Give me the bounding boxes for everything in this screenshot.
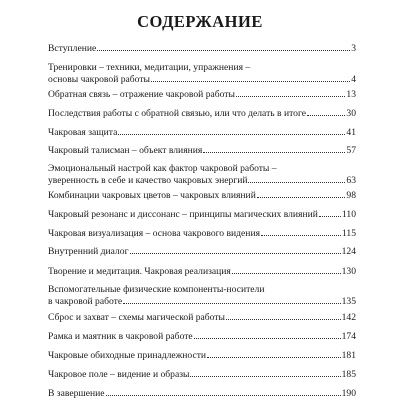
dot-leader — [257, 197, 346, 198]
toc-page-number: 135 — [341, 295, 356, 307]
toc-entry-row — [48, 145, 356, 157]
toc-entry-title-line: Вспомогательные физические компоненты-носители — [48, 284, 265, 295]
toc-entry-row — [48, 388, 356, 400]
toc-entry-row — [48, 312, 356, 324]
toc-entry-title-line: Обратная связь – отражение чакровой работы — [48, 89, 235, 100]
toc-entry — [48, 163, 356, 186]
toc-entry-title-line: Творение и медитация. Чакровая реализация — [48, 266, 231, 277]
toc-page-number: 30 — [346, 108, 356, 119]
toc-entry-title-line: Чакровая защита — [48, 127, 118, 138]
toc-entry-row — [48, 89, 356, 101]
toc-page-number: 57 — [346, 145, 356, 156]
toc-entry-row — [48, 43, 356, 55]
dot-leader — [207, 357, 341, 358]
dot-leader — [236, 96, 345, 97]
toc-entry — [48, 266, 356, 278]
dot-leader — [123, 303, 340, 304]
toc-entry-row — [48, 108, 356, 120]
toc-entry — [48, 62, 356, 85]
toc-entry — [48, 331, 356, 343]
toc-page-number: 41 — [346, 127, 356, 138]
dot-leader — [151, 81, 350, 82]
toc-page-number: 63 — [346, 174, 356, 186]
toc-entry-row — [48, 350, 356, 362]
toc-entry-title-line: Чакровое поле – видение и образы — [48, 369, 190, 380]
page-title: СОДЕРЖАНИЕ — [137, 12, 263, 31]
toc-entry-title-line: уверенность в себе и качество чакровых энергий — [48, 174, 248, 186]
toc-entry — [48, 209, 356, 221]
toc-entry — [48, 388, 356, 400]
toc-entry-row — [48, 369, 356, 381]
toc-entry — [48, 190, 356, 202]
toc-page-number: 130 — [341, 266, 356, 277]
toc-page-number: 4 — [351, 73, 356, 85]
dot-leader — [194, 338, 341, 339]
toc-entry-title-line: Чакровые обиходные принадлежности — [48, 350, 207, 361]
toc-entry-title-line: Тренировки – техники, медитации, упражнения – — [48, 62, 251, 73]
toc-page-number: 185 — [341, 369, 356, 380]
toc-entry-row — [48, 209, 356, 221]
toc-entry-row — [48, 74, 356, 86]
toc-entry — [48, 43, 356, 55]
dot-leader — [226, 319, 341, 320]
dot-leader — [261, 235, 341, 236]
toc-entry-title-line: основы чакровой работы — [48, 73, 150, 85]
toc-entry-title-line: в чакровой работе — [48, 295, 123, 307]
toc-page-number: 174 — [341, 331, 356, 342]
toc-entry-title-line: Внутренний диалог — [48, 246, 129, 257]
toc-entry-title-line: Последствия работы с обратной связью, или что делать в итоге — [48, 108, 307, 119]
toc-entry-title-line: Чакровая визуализация – основа чакрового видения — [48, 228, 260, 239]
dot-leader — [232, 273, 341, 274]
toc-entry — [48, 350, 356, 362]
toc-entry — [48, 228, 356, 240]
toc-entry-row — [48, 127, 356, 139]
toc-entry-row — [48, 296, 356, 308]
toc-entry — [48, 246, 356, 258]
toc-page-number: 98 — [346, 190, 356, 201]
toc-page-number: 110 — [341, 209, 356, 220]
toc-page-number: 190 — [341, 388, 356, 399]
toc-page-number: 142 — [341, 312, 356, 323]
toc-page-number: 115 — [341, 228, 356, 239]
toc-entry-row — [48, 190, 356, 202]
toc-page-number: 124 — [341, 246, 356, 257]
dot-leader — [307, 115, 345, 116]
toc-entry-title-line: Чакровый резонанс и диссонанс – принципы магических влияний — [48, 209, 318, 220]
toc-entry-title-line: Вступление — [48, 43, 97, 54]
toc-entry-row — [48, 331, 356, 343]
toc-page-number: 181 — [341, 350, 356, 361]
toc-entry-title-line: Комбинации чакровых цветов – чакровых влияний — [48, 190, 256, 201]
toc-entry-row — [48, 228, 356, 240]
toc-entry-title-line: Сброс и захват – схемы магической работы — [48, 312, 225, 323]
dot-leader — [203, 152, 345, 153]
dot-leader — [248, 182, 345, 183]
toc-page-number: 13 — [346, 89, 356, 100]
toc-entry — [48, 127, 356, 139]
toc-entry-title-line: Эмоциональный настрой как фактор чакровой работы – — [48, 163, 277, 174]
toc-entry — [48, 89, 356, 101]
toc-entry-row — [48, 246, 356, 258]
toc-entry-row — [48, 266, 356, 278]
dot-leader — [130, 253, 341, 254]
dot-leader — [118, 134, 345, 135]
dot-leader — [106, 395, 341, 396]
dot-leader — [319, 216, 341, 217]
toc-entry — [48, 108, 356, 120]
toc-entry-title-line: В завершение — [48, 388, 105, 399]
toc-entry — [48, 284, 356, 307]
dot-leader — [97, 50, 350, 51]
toc-page-number: 3 — [351, 43, 356, 54]
toc-entry-title-line: Рамка и маятник в чакровой работе — [48, 331, 193, 342]
dot-leader — [190, 376, 340, 377]
toc-entry — [48, 145, 356, 157]
toc-entry — [48, 312, 356, 324]
toc-entry-title-line: Чакровый талисман – объект влияния — [48, 145, 203, 156]
toc-entry — [48, 369, 356, 381]
toc-entry-row — [48, 175, 356, 187]
